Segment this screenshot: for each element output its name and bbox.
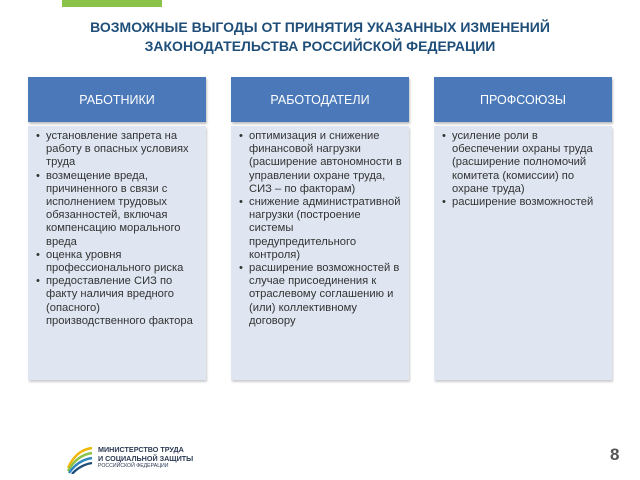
column-body	[434, 126, 612, 380]
slide-title-line-2: ЗАКОНОДАТЕЛЬСТВА РОССИЙСКОЙ ФЕДЕРАЦИИ	[144, 38, 496, 54]
top-accent-bar	[62, 0, 162, 7]
list-item: • усиление роли в обеспечении охраны труда (расширение полномочий комитета (комиссии) по охране труда)	[440, 130, 606, 196]
ministry-logo-icon	[66, 444, 94, 474]
bullet-list	[237, 130, 403, 328]
slide-title	[60, 18, 580, 56]
bullet-list	[440, 130, 606, 209]
list-item: • расширение возможностей	[440, 196, 606, 209]
logo-line-2: И СОЦИАЛЬНОЙ ЗАЩИТЫ	[98, 453, 194, 463]
column-header: РАБОТОДАТЕЛИ	[231, 77, 409, 122]
column-trade-unions	[434, 77, 612, 380]
list-item: • установление запрета на работу в опасных условиях труда	[34, 130, 200, 170]
list-item: • возмещение вреда, причиненного в связи с исполнением трудовых обязанностей, включая компенсацию морального вреда	[34, 170, 200, 249]
column-header: РАБОТНИКИ	[28, 77, 206, 122]
list-item: • расширение возможностей в случае присоединения к отраслевому соглашению и (или) коллективному договору	[237, 262, 403, 328]
slide-title-line-1: ВОЗМОЖНЫЕ ВЫГОДЫ ОТ ПРИНЯТИЯ УКАЗАННЫХ ИЗМЕНЕНИЙ	[90, 19, 550, 35]
list-item: • оценка уровня профессионального риска	[34, 249, 200, 275]
column-employers	[231, 77, 409, 380]
list-item: • снижение административной нагрузки (построение системы предупредительного контроля)	[237, 196, 403, 262]
page-number: 8	[610, 445, 620, 464]
bullet-list	[34, 130, 200, 328]
column-header: ПРОФСОЮЗЫ	[434, 77, 612, 122]
ministry-logo-text	[98, 446, 193, 470]
list-item: • предоставление СИЗ по факту наличия вредного (опасного) производственного фактора	[34, 275, 200, 328]
column-body	[231, 126, 409, 380]
logo-line-3: РОССИЙСКОЙ ФЕДЕРАЦИИ	[98, 463, 169, 469]
column-body	[28, 126, 206, 380]
column-workers	[28, 77, 206, 380]
logo-line-1: МИНИСТЕРСТВО ТРУДА	[98, 445, 184, 454]
list-item: • оптимизация и снижение финансовой нагрузки (расширение автономности в управлении охране труда, СИЗ – по факторам)	[237, 130, 403, 196]
